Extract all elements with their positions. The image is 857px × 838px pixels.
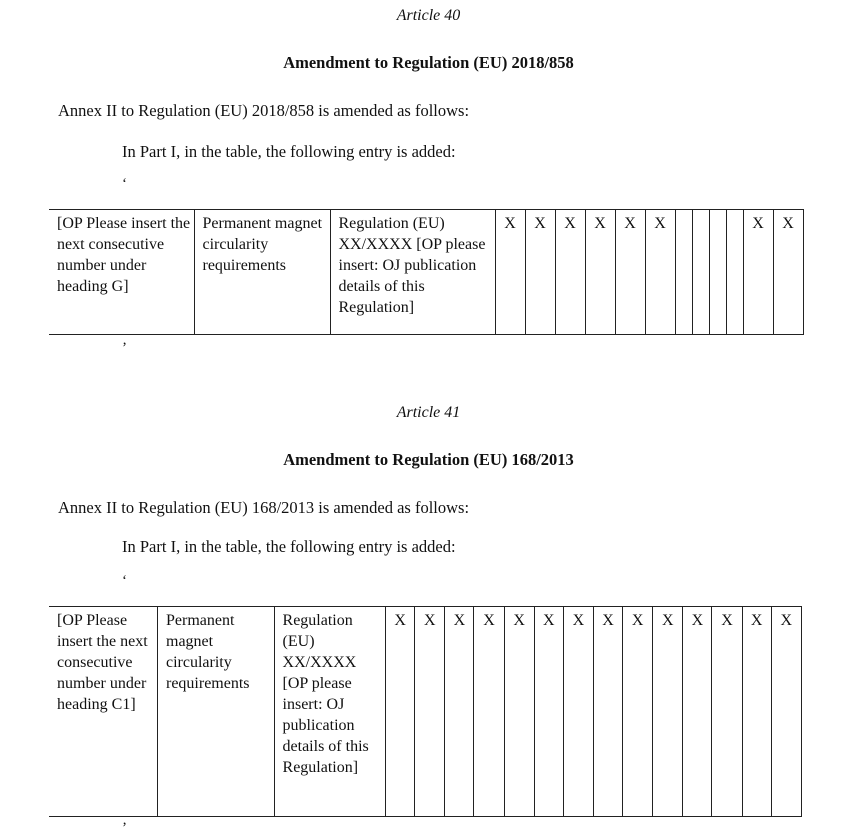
applicability-mark: X xyxy=(653,607,683,817)
entry-number-cell: [OP Please insert the next consecutive number under heading C1] xyxy=(49,607,158,817)
applicability-mark: X xyxy=(555,210,585,335)
applicability-mark: X xyxy=(504,607,534,817)
applicability-mark xyxy=(726,210,743,335)
applicability-mark: X xyxy=(495,210,525,335)
applicability-mark: X xyxy=(743,210,773,335)
applicability-mark: X xyxy=(645,210,675,335)
entry-subject-cell: Permanent magnet circularity requirements xyxy=(158,607,275,817)
article-40-title: Article 40 xyxy=(396,7,461,24)
entry-act-cell: Regulation (EU) XX/XXXX [OP please insert: OJ publication details of this Regulation] xyxy=(330,210,495,335)
article-40-open-quote: ‘ xyxy=(122,176,127,192)
article-40-close-quote: ’ xyxy=(122,340,127,356)
applicability-mark: X xyxy=(415,607,445,817)
article-40-entry-table xyxy=(49,209,804,335)
article-41-amendment-heading: Amendment to Regulation (EU) 168/2013 xyxy=(283,450,574,469)
applicability-mark xyxy=(675,210,692,335)
article-40-amendment-heading: Amendment to Regulation (EU) 2018/858 xyxy=(283,53,574,72)
article-40-entry-row xyxy=(49,210,803,335)
applicability-mark: X xyxy=(771,607,801,817)
article-40-part-text: In Part I, in the table, the following entry is added: xyxy=(122,142,456,161)
article-41-title: Article 41 xyxy=(396,404,461,421)
applicability-mark xyxy=(692,210,709,335)
applicability-mark: X xyxy=(683,607,712,817)
article-41-close-quote: ’ xyxy=(122,820,127,836)
applicability-mark: X xyxy=(563,607,593,817)
applicability-mark: X xyxy=(534,607,563,817)
applicability-mark: X xyxy=(773,210,803,335)
entry-number-cell: [OP Please insert the next consecutive number under heading G] xyxy=(49,210,194,335)
article-41-entry-row xyxy=(49,607,802,817)
article-41-open-quote: ‘ xyxy=(122,573,127,589)
applicability-mark: X xyxy=(742,607,771,817)
applicability-mark: X xyxy=(445,607,474,817)
applicability-mark: X xyxy=(474,607,504,817)
applicability-mark: X xyxy=(623,607,653,817)
article-40-annex-text: Annex II to Regulation (EU) 2018/858 is amended as follows: xyxy=(58,101,470,120)
article-41-entry-table xyxy=(49,606,802,817)
applicability-mark: X xyxy=(386,607,415,817)
article-41-annex-text: Annex II to Regulation (EU) 168/2013 is amended as follows: xyxy=(58,498,470,517)
applicability-mark: X xyxy=(593,607,622,817)
applicability-mark: X xyxy=(585,210,615,335)
applicability-mark: X xyxy=(525,210,555,335)
applicability-mark xyxy=(709,210,726,335)
applicability-mark: X xyxy=(615,210,645,335)
entry-act-cell: Regulation (EU) XX/XXXX [OP please insert: OJ publication details of this Regulation] xyxy=(274,607,386,817)
entry-subject-cell: Permanent magnet circularity requirements xyxy=(194,210,330,335)
applicability-mark: X xyxy=(712,607,742,817)
article-41-part-text: In Part I, in the table, the following entry is added: xyxy=(122,537,456,556)
